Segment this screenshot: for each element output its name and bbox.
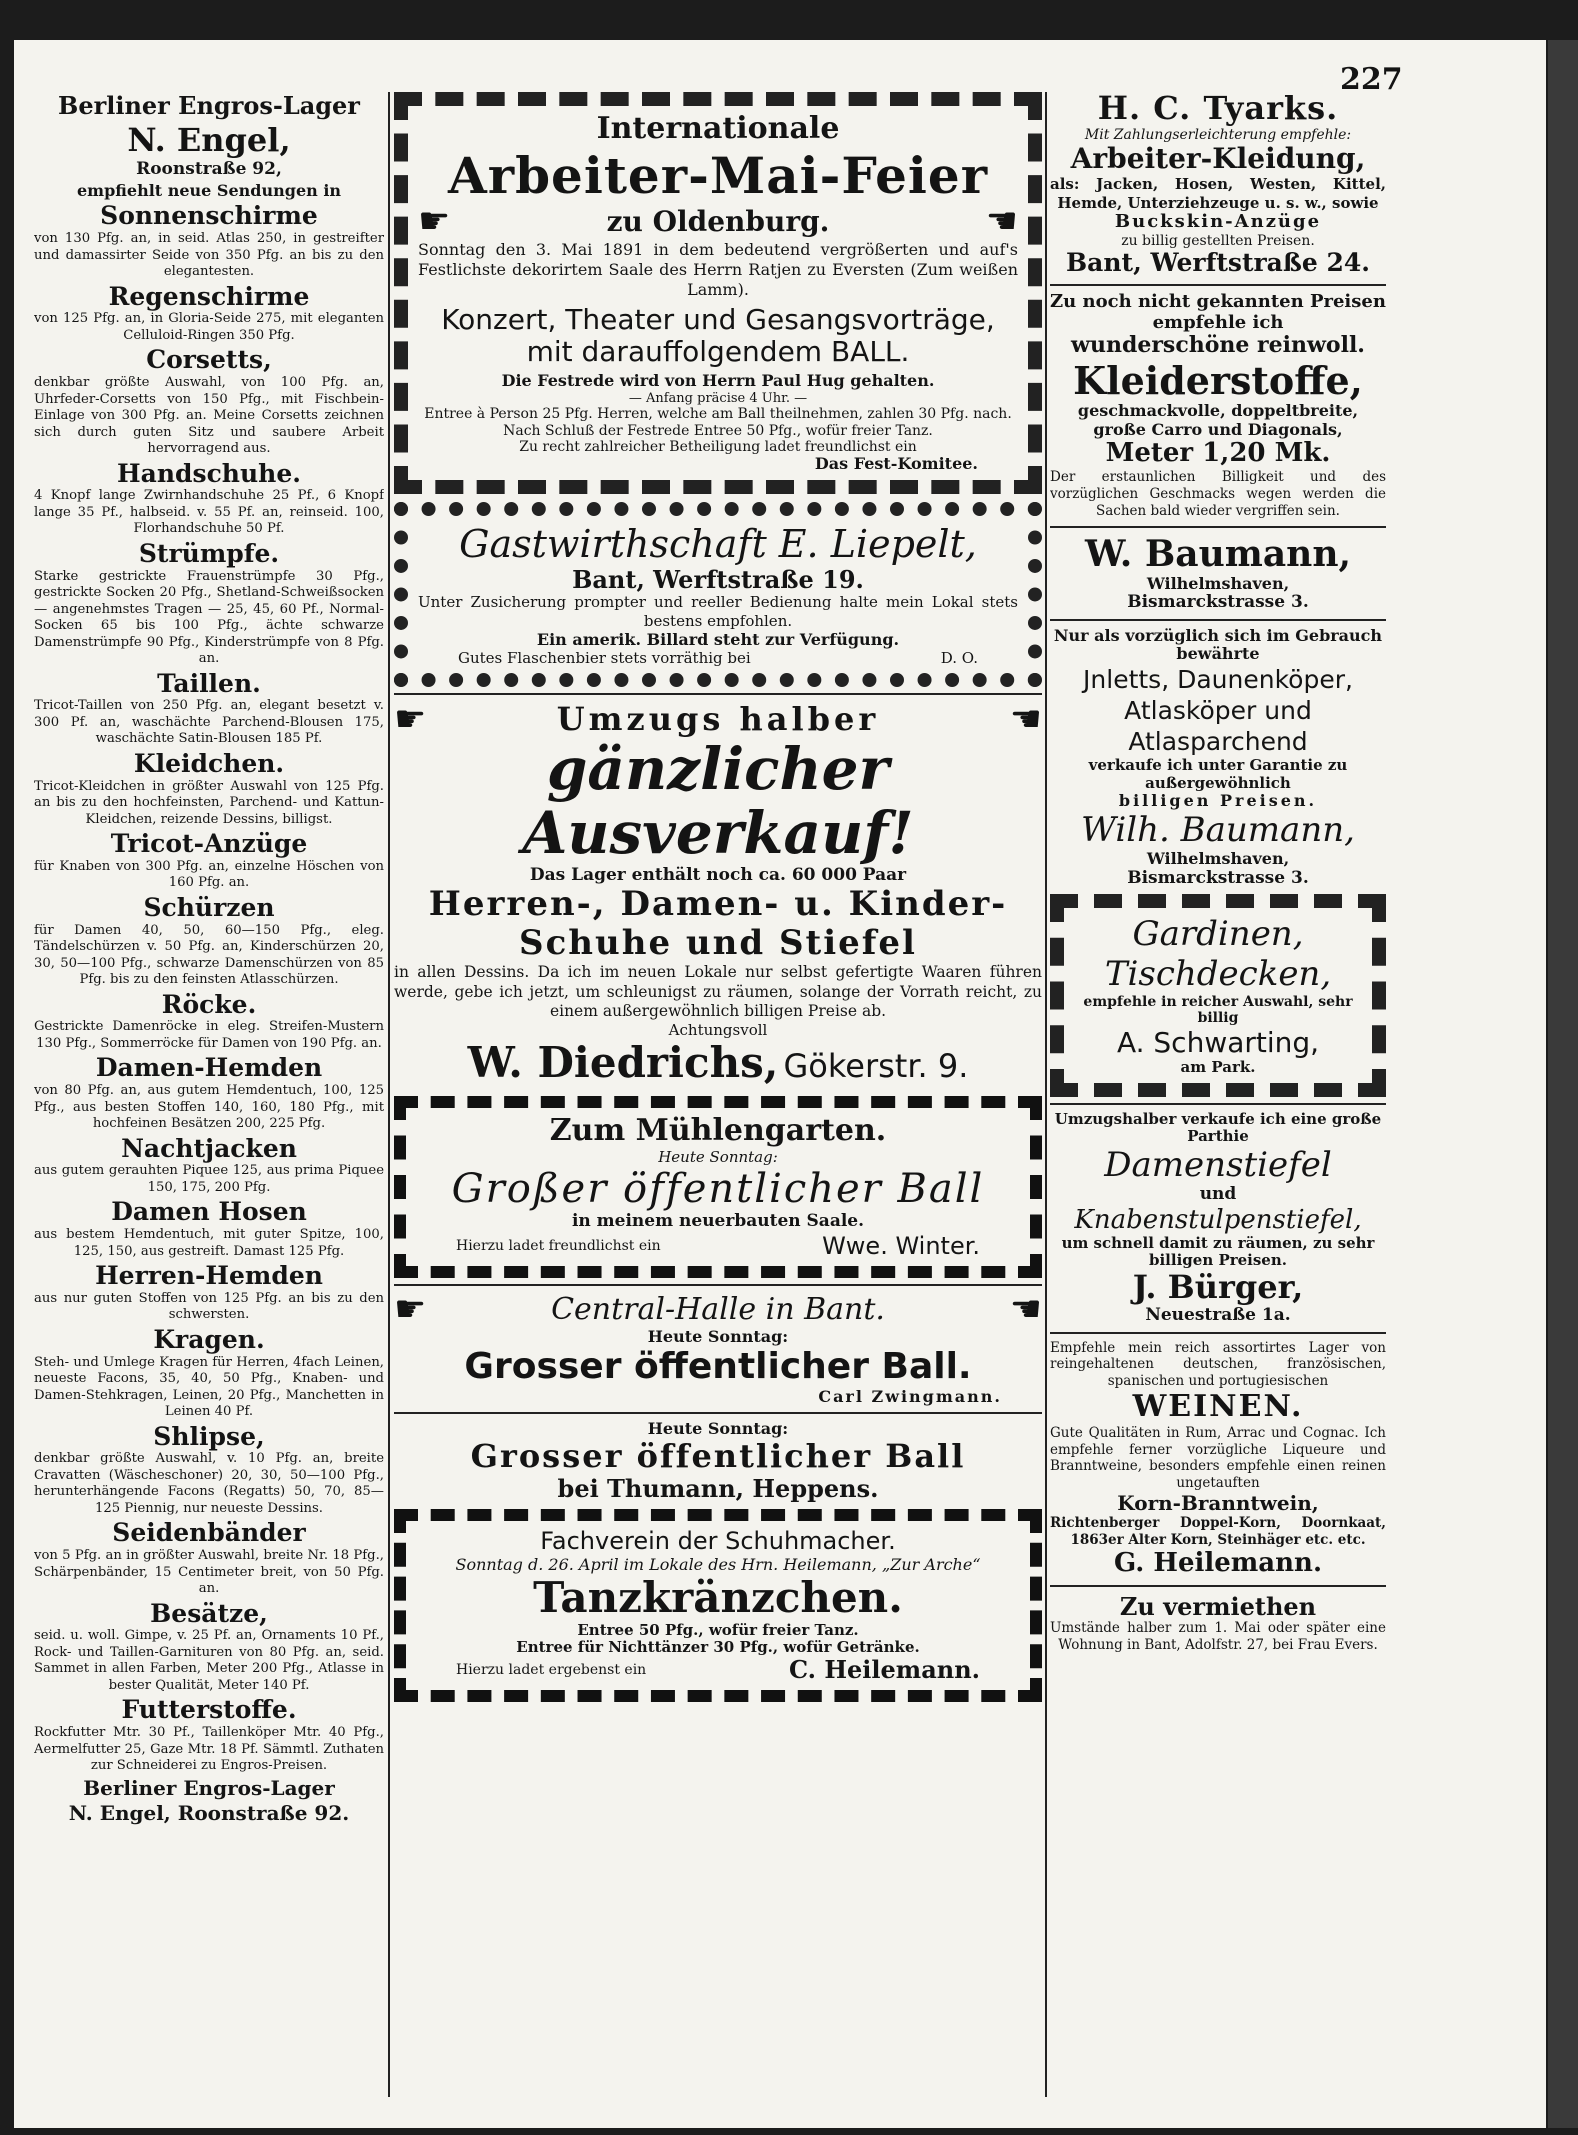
baumann1-l3: Kleiderstoffe, [1073,357,1363,403]
ad-baumann-kleiderstoffe [1050,292,1386,613]
liepelt-addr: Bant, Werftstraße 19. [572,564,864,594]
ad-centralhalle [394,1288,1042,1406]
baumann1-l4: geschmackvolle, doppeltbreite, große Carro und Diagonals, [1077,401,1359,439]
engel-heading: Seidenbänder [112,1518,306,1548]
heilemann-l4: Korn-Branntwein, [1117,1491,1319,1516]
engel-text: aus gutem gerauhten Piquee 125, aus prima Piquee 150, 175, 200 Pfg. [34,1163,384,1195]
baumann1-l1: Zu noch nicht gekannten Preisen empfehle ich [1050,290,1386,333]
engel-text: Tricot-Kleidchen in größter Auswahl von 125 Pfg. an bis zu den hochfeinsten, Parchend- und Kattun-Kleidchen, reizende Dessins, billigst. [34,778,384,827]
muehlengarten-invite: Hierzu ladet freundlichst ein [456,1237,661,1254]
engel-text: Gestrickte Damenröcke in eleg. Streifen-Mustern 130 Pfg., Sommerröcke für Damen von 190 Pfg. an. [34,1019,384,1051]
baumann1-l2: wunderschöne reinwoll. [1071,332,1365,359]
engel-text: für Knaben von 300 Pfg. an, einzelne Höschen von 160 Pfg. an. [34,858,384,891]
buerger-l2: Damenstiefel [1104,1145,1332,1186]
liepelt-billard: Ein amerik. Billard steht zur Verfügung. [536,629,900,649]
column-rule-left [388,92,390,2097]
heilemann-l2: WEINEN. [1132,1389,1304,1425]
schwarting-l1: Gardinen, [1132,914,1304,955]
schuhmacher-entry2: Entree für Nichttänzer 30 Pfg., wofür Getränke. [516,1638,920,1657]
schuhmacher-title: Fachverein der Schuhmacher. [540,1526,896,1555]
engel-heading: Strümpfe. [138,538,280,568]
schuhmacher-invite: Hierzu ladet ergebenst ein [456,1662,647,1679]
baumann2-l2: Jnletts, Daunenköper, Atlasköper und Atlasparchend [1083,664,1353,757]
divider [1050,284,1386,286]
engel-heading: Damen Hosen [111,1197,307,1227]
divider [1050,526,1386,528]
engel-heading: Futterstoffe. [121,1695,297,1725]
engel-heading: Roonstraße 92, [136,159,282,180]
engel-text: Starke gestrickte Frauenstrümpfe 30 Pfg., gestrickte Socken 20 Pfg., Shetland-Schweißsocken — angenehmstes Tragen — 25, 45, 60 Pf., Normal-Socken 65 bis 100 Pfg., ächte schwarze Damenstrümpfe 90 Pfg., Kinderstrümpfe von 8 Pfg. an. [34,568,384,667]
tyarks-l2: Arbeiter-Kleidung, [1070,141,1366,175]
liepelt-title: Gastwirthschaft E. Liepelt, [459,521,977,566]
ad-liepelt [394,502,1042,687]
buerger-addr: Neuestraße 1a. [1145,1305,1291,1326]
ausverkauf-t5: Schuhe und Stiefel [519,923,917,964]
middle-column [394,90,1042,2099]
baumann2-addr: Bismarckstrasse 3. [1127,867,1309,888]
engel-text: denkbar größte Auswahl, v. 10 Pfg. an, breite Cravatten (Wäscheschoner) 20, 30, 50—100 Pfg., herunterhängende Facons (Regatts) 50, 70, 85—125 Piennig, nur neueste Dessins. [34,1451,384,1516]
ad-vermiethen [1050,1593,1386,1654]
ad-tyarks [1050,90,1386,278]
engel-heading: Nachtjacken [121,1133,297,1163]
buerger-l3: und [1199,1184,1237,1205]
heilemann-l3: Gute Qualitäten in Rum, Arrac und Cognac. Ich empfehle ferner vorzügliche Liqueure und Branntweine, besonders empfehle einen reinen ungetauften [1050,1424,1386,1492]
ausverkauf-addr: Gökerstr. 9. [783,1047,969,1086]
baumann2-name: Wilh. Baumann, [1081,810,1355,851]
page-number: 227 [1340,62,1403,97]
engel-heading: Kragen. [153,1324,265,1354]
ad-maifeier [394,92,1042,494]
pointing-hand-icon: ☚ [1009,698,1042,740]
maifeier-after: Nach Schluß der Festrede Entree 50 Pfg., wofür freier Tanz. [503,423,933,440]
heilemann-l1: Empfehle mein reich assortirtes Lager von reingehaltenen deutschen, französischen, spanischen und portugiesischen [1050,1339,1386,1390]
buerger-l5: um schnell damit zu räumen, zu sehr billigen Preisen. [1061,1233,1375,1269]
liepelt-sign: D. O. [940,649,978,668]
tyarks-l1: Mit Zahlungserleichterung empfehle: [1084,126,1352,143]
maifeier-invite: Zu recht zahlreicher Betheiligung ladet freundlichst ein [519,439,917,456]
pointing-hand-icon: ☛ [394,1288,427,1330]
engel-heading: empfiehlt neue Sendungen in [76,180,342,200]
ad-baumann-inletts [1050,627,1386,888]
thumann-ball: Grosser öffentlicher Ball [470,1437,966,1476]
muehlengarten-ball: Großer öffentlicher Ball [451,1166,985,1213]
heilemann-name: G. Heilemann. [1114,1547,1322,1578]
baumann1-l5: Der erstaunlichen Billigkeit und des vorzüglichen Geschmacks wegen werden die Sachen bald wieder vergriffen sein. [1050,468,1386,519]
engel-text: seid. u. woll. Gimpe, v. 25 Pf. an, Ornaments 10 Pf., Rock- und Taillen-Garnituren von 80 Pfg. an, seid. Sammet in allen Farben, Meter 200 Pfg., Atlasse in bester Qualität, Meter 140 Pf. [34,1628,384,1693]
buerger-l1: Umzugshalber verkaufe ich eine große Parthie [1054,1109,1382,1145]
maifeier-title1: Internationale [596,111,840,146]
maifeier-entry: Entree à Person 25 Pfg. Herren, welche am Ball theilnehmen, zahlen 30 Pfg. nach. [424,405,1012,422]
ausverkauf-name: W. Diedrichs, [467,1038,779,1088]
engel-heading: Röcke. [161,989,257,1019]
divider [1050,619,1386,621]
engel-heading: Damen-Hemden [95,1053,323,1083]
maifeier-title3: zu Oldenburg. [606,204,830,238]
engel-text: 4 Knopf lange Zwirnhandschuhe 25 Pf., 6 Knopf lange 35 Pf., halbseid. v. 55 Pf. an, reinseid. 100, Florhandschuhe 50 Pf. [34,488,384,537]
ad-heilemann [1050,1340,1386,1579]
muehlengarten-title: Zum Mühlengarten. [549,1112,887,1148]
engel-heading: Sonnenschirme [100,201,318,231]
muehlengarten-sub: in meinem neuerbauten Saale. [571,1211,865,1232]
ad-engel-column [34,90,384,2099]
engel-text: denkbar größte Auswahl, von 100 Pfg. an, Uhrfeder-Corsetts von 150 Pfg., mit Fischbein-Einlage von 300 Pfg. an. Meine Corsetts zeichnen sich durch guten Sitz und saubere Arbeit hervorragend aus. [34,375,384,457]
liepelt-body: Unter Zusicherung prompter und reeller Bedienung halte mein Lokal stets bestens empfohlen. [418,593,1018,630]
engel-heading: N. Engel, [127,120,291,159]
schuhmacher-entry: Entree 50 Pfg., wofür freier Tanz. [577,1620,859,1639]
engel-text: aus nur guten Stoffen von 125 Pfg. an bis zu den schwersten. [34,1290,384,1323]
tyarks-addr: Bant, Werftstraße 24. [1066,248,1370,278]
engel-heading: Handschuhe. [117,458,301,488]
engel-heading: Regenschirme [108,281,310,311]
schuhmacher-sign: C. Heilemann. [788,1655,980,1685]
maifeier-body: Sonntag den 3. Mai 1891 in dem bedeutend vergrößerten und auf's Festlichste dekorirtem Saale des Herrn Ratjen zu Eversten (Zum weißen Lamm). [418,240,1018,299]
baumann2-l4: billigen Preisen. [1118,790,1318,810]
ad-schuhmacher [394,1509,1042,1702]
ausverkauf-t1: Umzugs halber [556,700,880,739]
baumann2-city: Wilhelmshaven, [1146,849,1290,869]
centralhalle-sign: Carl Zwingmann. [818,1386,1002,1406]
engel-heading: Taillen. [157,668,261,698]
baumann1-price: Meter 1,20 Mk. [1105,438,1331,469]
ausverkauf-t3: Das Lager enthält noch ca. 60 000 Paar [529,864,907,885]
muehlengarten-today: Heute Sonntag: [658,1148,778,1167]
engel-heading: N. Engel, Roonstraße 92. [68,1800,350,1825]
maifeier-speech: Die Festrede wird von Herrn Paul Hug gehalten. [501,371,935,391]
schwarting-l2: Tischdecken, [1104,954,1332,995]
schwarting-name: A. Schwarting, [1116,1026,1320,1060]
pointing-hand-icon: ☛ [394,698,427,740]
muehlengarten-sign: Wwe. Winter. [822,1231,980,1260]
heilemann-l5: Richtenberger Doppel-Korn, Doornkaat, 1863er Alter Korn, Steinhäger etc. etc. [1050,1515,1386,1549]
schuhmacher-date: Sonntag d. 26. April im Lokale des Hrn. Heilemann, „Zur Arche“ [455,1554,981,1574]
ad-thumann [394,1420,1042,1503]
ausverkauf-body: in allen Dessins. Da ich im neuen Lokale nur selbst gefertigte Waaren führen werde, gebe ich jetzt, um schleunigst zu räumen, solange der Vorrath reicht, zu einem außergewöhnlich billigen Preise ab. [394,963,1042,1021]
maifeier-sign: Das Fest-Komitee. [814,454,978,474]
baumann1-city: Wilhelmshaven, [1146,573,1290,593]
engel-text: Steh- und Umlege Kragen für Herren, 4fach Leinen, neueste Facons, 35, 40, 50 Pfg., Knaben- und Damen-Stehkragen, Leinen, 20 Pfg., Manchetten in Leinen 40 Pf. [34,1354,384,1420]
thumann-today: Heute Sonntag: [647,1418,789,1438]
ausverkauf-t2: gänzlicher Ausverkauf! [522,734,914,867]
schwarting-l3: empfehle in reicher Auswahl, sehr billig [1083,994,1353,1027]
engel-heading: Kleidchen. [133,748,285,778]
buerger-l4: Knabenstulpenstiefel, [1074,1204,1362,1235]
liepelt-beer: Gutes Flaschenbier stets vorräthig bei [458,649,751,668]
centralhalle-title: Central-Halle in Bant. [551,1292,885,1328]
engel-heading: Tricot-Anzüge [110,829,308,859]
engel-text: von 125 Pfg. an, in Gloria-Seide 275, mit eleganten Celluloid-Ringen 350 Pfg. [34,311,384,343]
divider [394,693,1042,695]
engel-text: Tricot-Taillen von 250 Pfg. an, elegant besetzt v. 300 Pf. an, waschächte Parchend-Blousen 175, waschächte Satin-Blousen 185 Pf. [34,698,384,747]
centralhalle-today: Heute Sonntag: [647,1326,789,1346]
engel-heading: Berliner Engros-Lager [58,91,360,120]
scan-edge [1548,40,1578,2128]
right-column [1050,90,1386,2099]
tyarks-name: H. C. Tyarks. [1097,90,1339,127]
maifeier-program: Konzert, Theater und Gesangsvorträge, mit darauffolgendem BALL. [441,303,995,369]
engel-heading: Shlipse, [153,1421,265,1451]
engel-heading: Berliner Engros-Lager [83,1775,335,1800]
baumann1-name: W. Baumann, [1084,532,1352,575]
engel-heading: Schürzen [143,892,275,922]
baumann1-addr: Bismarckstrasse 3. [1127,592,1309,613]
pointing-hand-icon: ☚ [1009,1288,1042,1330]
baumann2-l3: verkaufe ich unter Garantie zu außergewöhnlich [1088,756,1348,792]
engel-text: von 5 Pfg. an in größter Auswahl, breite Nr. 18 Pfg., Schärpenbänder, 15 Centimeter breit, von 50 Pfg. an. [34,1548,384,1597]
schwarting-addr: am Park. [1180,1058,1256,1077]
pointing-hand-icon: ☛ [418,201,451,242]
maifeier-start: — Anfang präcise 4 Uhr. — [628,390,808,406]
vermiethen-l2: Umstände halber zum 1. Mai oder später eine Wohnung in Bant, Adolfstr. 27, bei Frau Evers. [1050,1620,1386,1654]
baumann2-l1: Nur als vorzüglich sich im Gebrauch bewährte [1053,625,1383,664]
ad-schwarting [1050,894,1386,1096]
tyarks-l4: Buckskin-Anzüge [1114,211,1322,233]
engel-text: aus bestem Hemdentuch, mit guter Spitze, 100, 125, 150, aus gestreift. Damast 125 Pfg. [34,1227,384,1259]
vermiethen-l1: Zu vermiethen [1119,1591,1317,1621]
divider [1050,1585,1386,1587]
engel-text: für Damen 40, 50, 60—150 Pfg., eleg. Tändelschürzen v. 50 Pfg. an, Kinderschürzen 20, 30, 50—100 Pfg., schwarze Damenschürzen von 85 Pfg. bis zu den feinsten Atlasschürzen. [34,922,384,988]
buerger-name: J. Bürger, [1132,1268,1304,1307]
pointing-hand-icon: ☚ [985,201,1018,242]
engel-text: von 80 Pfg. an, aus gutem Hemdentuch, 100, 125 Pfg., aus besten Stoffen 140, 160, 180 Pfg., mit hochfeinen Besätzen 200, 225 Pfg. [34,1083,384,1132]
ausverkauf-regards: Achtungsvoll [668,1021,768,1040]
ad-muehlengarten [394,1096,1042,1278]
divider [1050,1103,1386,1105]
schuhmacher-event: Tanzkränzchen. [533,1572,903,1622]
ausverkauf-t4: Herren-, Damen- u. Kinder- [428,884,1008,925]
engel-heading: Besätze, [150,1598,268,1628]
divider [394,1412,1042,1414]
engel-heading: Corsetts, [146,345,272,375]
engel-heading: Herren-Hemden [95,1261,323,1291]
thumann-where: bei Thumann, Heppens. [557,1474,879,1504]
divider [1050,1332,1386,1334]
ad-diedrichs [394,698,1042,1088]
engel-text: Rockfutter Mtr. 30 Pf., Taillenköper Mtr. 40 Pfg., Aermelfutter 25, Gaze Mtr. 18 Pf. Sämmtl. Zuthaten zur Schneiderei zu Engros-Preisen. [34,1725,384,1774]
tyarks-l3: als: Jacken, Hosen, Westen, Kittel, Hemde, Unterziehzeuge u. s. w., sowie [1050,174,1386,212]
ad-buerger [1050,1111,1386,1326]
centralhalle-ball: Grosser öffentlicher Ball. [464,1346,972,1388]
column-rule-right [1045,92,1047,2097]
maifeier-title2: Arbeiter-Mai-Feier [447,145,989,205]
engel-text: von 130 Pfg. an, in seid. Atlas 250, in gestreifter und damassirter Seide von 350 Pfg. an bis zu den elegantesten. [34,231,384,280]
divider [394,1284,1042,1286]
tyarks-l5: zu billig gestellten Preisen. [1121,233,1315,250]
